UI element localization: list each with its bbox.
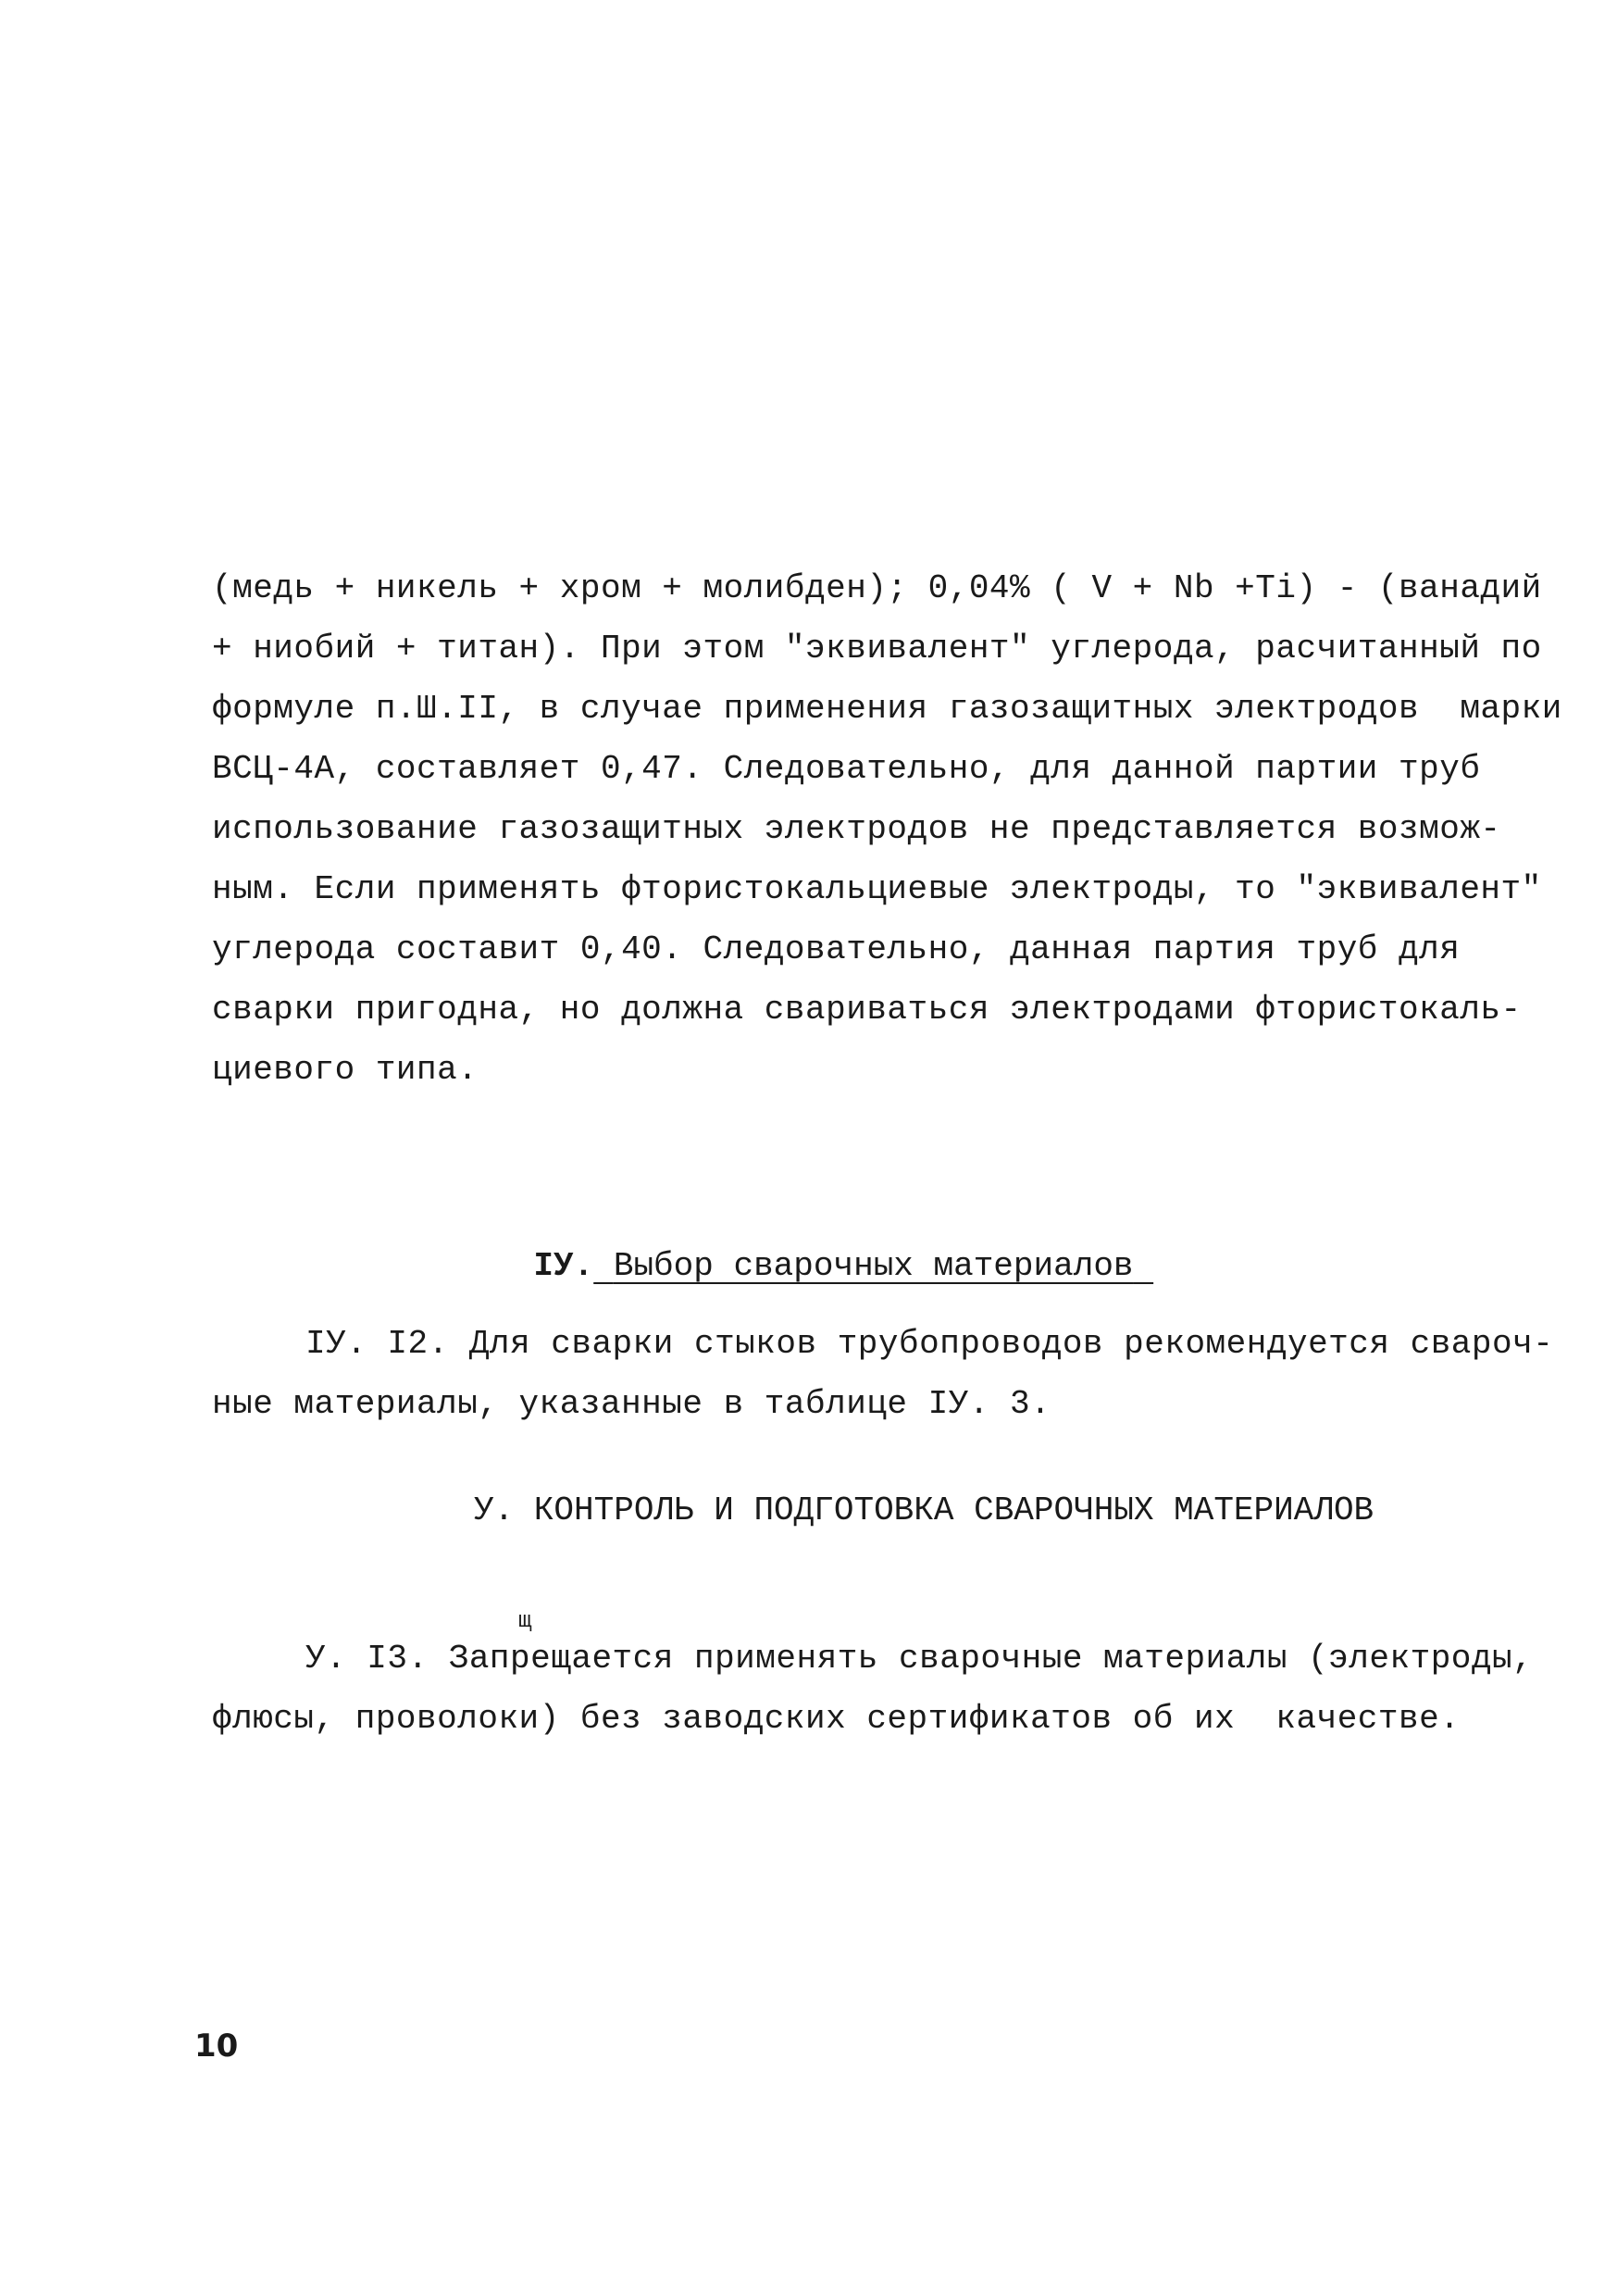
paragraph-line: ные материалы, указанные в таблице IУ. 3. bbox=[212, 1385, 1051, 1423]
paragraph-line: циевого типа. bbox=[212, 1051, 479, 1089]
paragraph-line: углерода составит 0,40. Следовательно, данная партия труб для bbox=[212, 930, 1461, 968]
section-v-heading: У. КОНТРОЛЬ И ПОДГОТОВКА СВАРОЧНЫХ МАТЕРИАЛОВ bbox=[474, 1491, 1374, 1529]
section-iv-title: Выбор сварочных материалов bbox=[613, 1247, 1134, 1285]
paragraph-line: ВСЦ-4А, составляет 0,47. Следовательно, для данной партии труб bbox=[212, 750, 1481, 788]
paragraph-line: флюсы, проволоки) без заводских сертификатов об их качестве. bbox=[212, 1700, 1461, 1738]
section-iv-heading bbox=[454, 1205, 1153, 1328]
paragraph-line: (медь + никель + хром + молибден); 0,04% ( V + Nb +Ti) - (ванадий bbox=[212, 569, 1542, 607]
paragraph-line: У. I3. Запрещается применять сварочные материалы (электроды, bbox=[305, 1640, 1534, 1678]
paragraph-line: IУ. I2. Для сварки стыков трубопроводов рекомендуется свароч- bbox=[305, 1325, 1554, 1363]
paragraph-line: использование газозащитных электродов не представляется возмож- bbox=[212, 810, 1501, 848]
page-number: 10 bbox=[194, 2028, 239, 2065]
handwritten-correction-mark: щ bbox=[518, 1609, 532, 1634]
section-iv-number: IУ. bbox=[533, 1247, 594, 1285]
paragraph-line: формуле п.Ш.II, в случае применения газозащитных электродов марки bbox=[212, 690, 1562, 728]
paragraph-line: + ниобий + титан). При этом "эквивалент" углерода, расчитанный по bbox=[212, 630, 1542, 668]
paragraph-line: сварки пригодна, но должна свариваться электродами фтористокаль- bbox=[212, 991, 1522, 1029]
paragraph-line: ным. Если применять фтористокальциевые электроды, то "эквивалент" bbox=[212, 870, 1542, 908]
